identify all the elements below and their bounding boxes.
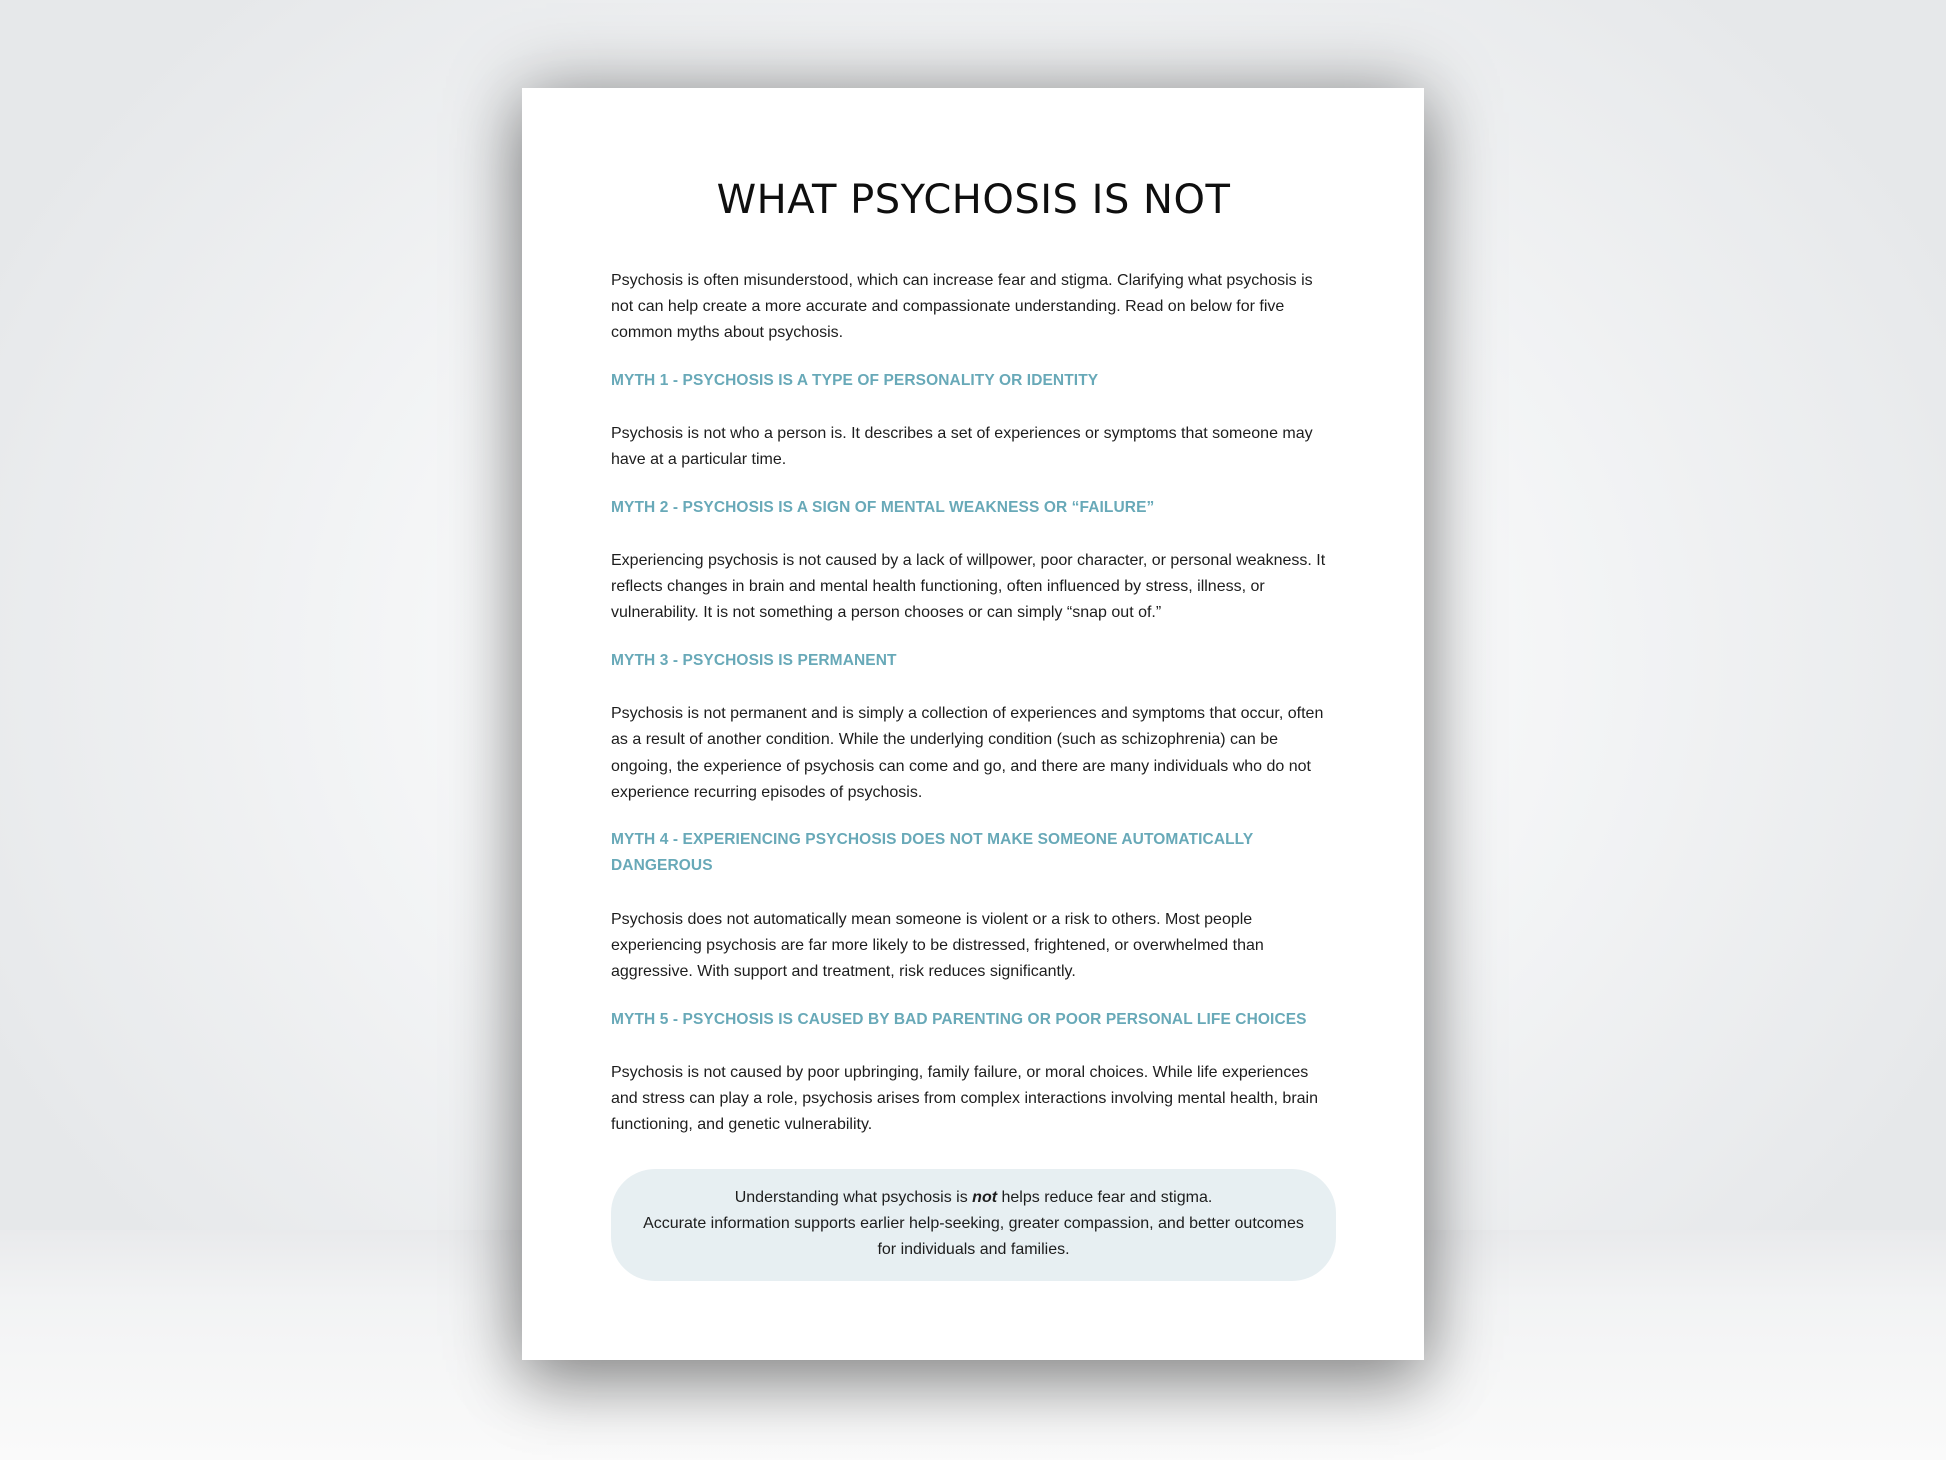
intro-paragraph: Psychosis is often misunderstood, which can increase fear and stigma. Clarifying what psychosis is not can help create a more accurate and compassionate understanding. Read on below for five common myths about psychosis. (611, 272, 1313, 342)
summary-callout (611, 1169, 1336, 1282)
callout-emphasis: not (972, 1188, 998, 1206)
myth-section-3 (611, 648, 1336, 806)
callout-line-1 (641, 1185, 1306, 1211)
document-page (522, 88, 1424, 1360)
myth-heading: MYTH 3 - PSYCHOSIS IS PERMANENT (611, 651, 897, 669)
page-title: WHAT PSYCHOSIS IS NOT (716, 177, 1231, 223)
page-content (611, 88, 1336, 1281)
callout-text-before: Understanding what psychosis is (734, 1188, 973, 1206)
callout-line-2: Accurate information supports earlier help-seeking, greater compassion, and better outcomes for individuals and families. (643, 1214, 1304, 1259)
myth-body: Experiencing psychosis is not caused by a lack of willpower, poor character, or personal weakness. It reflects changes in brain and mental health functioning, often influenced by stress, illness, or vulnerability. It is not something a person chooses or can simply “snap out of.” (611, 552, 1326, 622)
myth-body: Psychosis does not automatically mean someone is violent or a risk to others. Most people experiencing psychosis are far more likely to be distressed, frightened, or overwhelmed than aggressive. With support and treatment, risk reduces significantly. (611, 910, 1264, 981)
myth-heading: MYTH 5 - PSYCHOSIS IS CAUSED BY BAD PARENTING OR POOR PERSONAL LIFE CHOICES (611, 1010, 1307, 1028)
myth-heading: MYTH 1 - PSYCHOSIS IS A TYPE OF PERSONALITY OR IDENTITY (611, 371, 1099, 389)
myth-heading: MYTH 2 - PSYCHOSIS IS A SIGN OF MENTAL WEAKNESS OR “FAILURE” (611, 498, 1155, 516)
myth-section-2 (611, 495, 1336, 627)
myth-body: Psychosis is not who a person is. It describes a set of experiences or symptoms that someone may have at a particular time. (611, 425, 1313, 469)
myth-body: Psychosis is not caused by poor upbringing, family failure, or moral choices. While life experiences and stress can play a role, psychosis arises from complex interactions involving mental health, brain functioning, and genetic vulnerability. (611, 1064, 1318, 1134)
callout-text-after: helps reduce fear and stigma. (997, 1188, 1213, 1206)
myth-section-1 (611, 368, 1336, 474)
myth-heading: MYTH 4 - EXPERIENCING PSYCHOSIS DOES NOT MAKE SOMEONE AUTOMATICALLY DANGEROUS (611, 830, 1253, 875)
myth-section-5 (611, 1007, 1336, 1139)
myth-body: Psychosis is not permanent and is simply a collection of experiences and symptoms that occur, often as a result of another condition. While the underlying condition (such as schizophrenia) can be ongoing, the experience of psychosis can come and go, and there are many individuals who do not experience recurring episodes of psychosis. (611, 705, 1324, 801)
myth-section-4 (611, 827, 1336, 986)
